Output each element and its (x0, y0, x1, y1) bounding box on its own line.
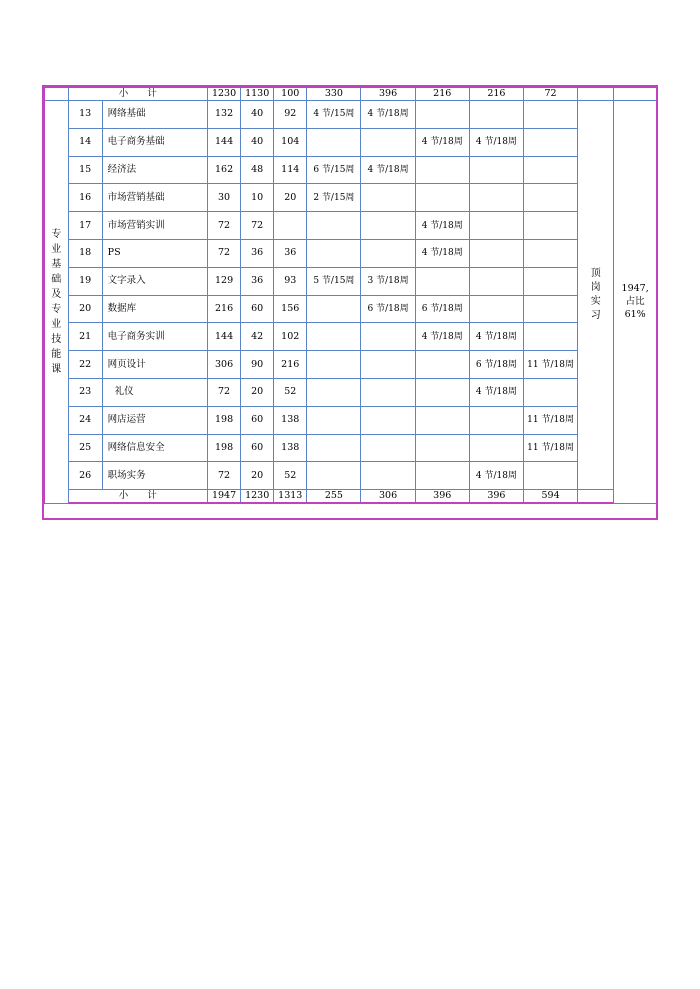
course-theory-hours: 48 (241, 156, 274, 184)
course-theory-hours: 36 (241, 267, 274, 295)
semester-s4: 4 节/18周 (469, 323, 523, 351)
subtotal-s5: 72 (523, 87, 577, 101)
category-text: 专 业 基 础 及 专 业 技 能 课 (51, 228, 62, 375)
subtotal-s4: 396 (469, 490, 523, 504)
semester-s3: 6 节/18周 (415, 295, 469, 323)
semester-s3: 4 节/18周 (415, 323, 469, 351)
category-label (44, 101, 68, 504)
course-name: PS (102, 239, 207, 267)
semester-s1 (307, 462, 361, 490)
semester-s5 (523, 239, 577, 267)
semester-s1 (307, 128, 361, 156)
subtotal-total: 1947 (208, 490, 241, 504)
curriculum-table (43, 86, 658, 504)
semester-s1: 5 节/15周 (307, 267, 361, 295)
semester-s4 (469, 267, 523, 295)
course-no: 18 (68, 239, 102, 267)
semester-s2 (361, 462, 415, 490)
semester-s1: 4 节/15周 (307, 101, 361, 129)
course-no: 14 (68, 128, 102, 156)
semester-s4 (469, 406, 523, 434)
semester-s5 (523, 295, 577, 323)
table-row (44, 351, 657, 379)
semester-s2 (361, 239, 415, 267)
subtotal-s1: 330 (307, 87, 361, 101)
semester-s5 (523, 184, 577, 212)
course-theory-hours: 42 (241, 323, 274, 351)
course-name: 网页设计 (102, 351, 207, 379)
subtotal-s2: 396 (361, 87, 415, 101)
course-name: 网店运营 (102, 406, 207, 434)
semester-s3 (415, 378, 469, 406)
semester-s2 (361, 212, 415, 240)
semester-s1: 2 节/15周 (307, 184, 361, 212)
course-name: 网络信息安全 (102, 434, 207, 462)
semester-s5 (523, 267, 577, 295)
semester-s3: 4 节/18周 (415, 239, 469, 267)
course-name: 数据库 (102, 295, 207, 323)
course-practice-hours: 104 (274, 128, 307, 156)
semester-s4 (469, 434, 523, 462)
semester-s3 (415, 184, 469, 212)
course-total-hours: 198 (208, 406, 241, 434)
semester-s4 (469, 212, 523, 240)
semester-s5: 11 节/18周 (523, 434, 577, 462)
semester-s1 (307, 239, 361, 267)
subtotal-s3: 396 (415, 490, 469, 504)
table-row (44, 156, 657, 184)
semester-s4: 4 节/18周 (469, 462, 523, 490)
course-name: 礼仪 (102, 378, 207, 406)
table-row (44, 212, 657, 240)
course-theory-hours: 20 (241, 378, 274, 406)
course-no: 15 (68, 156, 102, 184)
semester-s2 (361, 351, 415, 379)
course-name: 经济法 (102, 156, 207, 184)
semester-s2 (361, 128, 415, 156)
course-practice-hours: 52 (274, 378, 307, 406)
subtotal-blank (578, 87, 614, 101)
semester-s2: 4 节/18周 (361, 156, 415, 184)
course-theory-hours: 20 (241, 462, 274, 490)
semester-s5: 11 节/18周 (523, 406, 577, 434)
semester-s2: 3 节/18周 (361, 267, 415, 295)
course-total-hours: 72 (208, 378, 241, 406)
semester-s2 (361, 434, 415, 462)
table-row (44, 295, 657, 323)
semester-s1: 6 节/15周 (307, 156, 361, 184)
table-row (44, 128, 657, 156)
course-practice-hours: 102 (274, 323, 307, 351)
subtotal-s3: 216 (415, 87, 469, 101)
semester-s2 (361, 184, 415, 212)
course-total-hours: 306 (208, 351, 241, 379)
semester-s2: 6 节/18周 (361, 295, 415, 323)
course-practice-hours: 114 (274, 156, 307, 184)
course-theory-hours: 90 (241, 351, 274, 379)
subtotal-practice: 100 (274, 87, 307, 101)
course-practice-hours (274, 212, 307, 240)
semester-s3 (415, 156, 469, 184)
internship-cell: 顶岗实习 (578, 101, 614, 490)
semester-s1 (307, 323, 361, 351)
semester-s3 (415, 406, 469, 434)
course-total-hours: 198 (208, 434, 241, 462)
semester-s3 (415, 101, 469, 129)
semester-s4 (469, 295, 523, 323)
course-theory-hours: 60 (241, 295, 274, 323)
semester-s2: 4 节/18周 (361, 101, 415, 129)
course-practice-hours: 36 (274, 239, 307, 267)
semester-s5 (523, 128, 577, 156)
course-no: 16 (68, 184, 102, 212)
subtotal-s1: 255 (307, 490, 361, 504)
subtotal-theory: 1230 (241, 490, 274, 504)
subtotal-total: 1230 (208, 87, 241, 101)
semester-s3 (415, 462, 469, 490)
semester-s5 (523, 378, 577, 406)
course-no: 13 (68, 101, 102, 129)
course-no: 19 (68, 267, 102, 295)
course-practice-hours: 156 (274, 295, 307, 323)
table-row (44, 462, 657, 490)
table-row (44, 184, 657, 212)
semester-s5 (523, 101, 577, 129)
course-name: 市场营销实训 (102, 212, 207, 240)
semester-s1 (307, 295, 361, 323)
course-practice-hours: 138 (274, 434, 307, 462)
course-practice-hours: 138 (274, 406, 307, 434)
course-practice-hours: 52 (274, 462, 307, 490)
semester-s1 (307, 406, 361, 434)
semester-s5 (523, 323, 577, 351)
course-no: 25 (68, 434, 102, 462)
semester-s5 (523, 156, 577, 184)
semester-s3 (415, 434, 469, 462)
subtotal-s4: 216 (469, 87, 523, 101)
table-row (44, 434, 657, 462)
semester-s3: 4 节/18周 (415, 128, 469, 156)
subtotal-theory: 1130 (241, 87, 274, 101)
table-row (44, 323, 657, 351)
semester-s4: 4 节/18周 (469, 128, 523, 156)
subtotal-label: 小 计 (68, 87, 207, 101)
course-theory-hours: 72 (241, 212, 274, 240)
course-practice-hours: 92 (274, 101, 307, 129)
subtotal-s5: 594 (523, 490, 577, 504)
subtotal-blank (614, 87, 657, 101)
course-total-hours: 72 (208, 212, 241, 240)
course-no: 21 (68, 323, 102, 351)
course-total-hours: 30 (208, 184, 241, 212)
subtotal-s2: 306 (361, 490, 415, 504)
course-name: 文字录入 (102, 267, 207, 295)
semester-s4 (469, 156, 523, 184)
course-no: 23 (68, 378, 102, 406)
table-row (44, 406, 657, 434)
course-name: 电子商务实训 (102, 323, 207, 351)
semester-s5 (523, 212, 577, 240)
course-total-hours: 129 (208, 267, 241, 295)
table-row (44, 267, 657, 295)
course-practice-hours: 93 (274, 267, 307, 295)
semester-s2 (361, 378, 415, 406)
semester-s3 (415, 267, 469, 295)
semester-s1 (307, 378, 361, 406)
course-total-hours: 72 (208, 462, 241, 490)
semester-s5: 11 节/18周 (523, 351, 577, 379)
course-name: 网络基础 (102, 101, 207, 129)
semester-s4: 6 节/18周 (469, 351, 523, 379)
semester-s1 (307, 212, 361, 240)
subtotal-label: 小 计 (68, 490, 207, 504)
semester-s3 (415, 351, 469, 379)
table-row (44, 378, 657, 406)
ratio-cell: 1947,占比61% (614, 101, 657, 504)
course-practice-hours: 20 (274, 184, 307, 212)
course-total-hours: 144 (208, 323, 241, 351)
course-total-hours: 216 (208, 295, 241, 323)
semester-s4 (469, 101, 523, 129)
course-theory-hours: 60 (241, 434, 274, 462)
course-name: 市场营销基础 (102, 184, 207, 212)
course-no: 22 (68, 351, 102, 379)
course-theory-hours: 40 (241, 128, 274, 156)
course-theory-hours: 36 (241, 239, 274, 267)
semester-s1 (307, 434, 361, 462)
semester-s2 (361, 323, 415, 351)
course-practice-hours: 216 (274, 351, 307, 379)
course-no: 20 (68, 295, 102, 323)
semester-s4: 4 节/18周 (469, 378, 523, 406)
course-total-hours: 144 (208, 128, 241, 156)
semester-s4 (469, 184, 523, 212)
semester-s4 (469, 239, 523, 267)
course-total-hours: 72 (208, 239, 241, 267)
course-theory-hours: 60 (241, 406, 274, 434)
course-name: 电子商务基础 (102, 128, 207, 156)
table-row (44, 101, 657, 129)
course-total-hours: 132 (208, 101, 241, 129)
course-no: 17 (68, 212, 102, 240)
top-subtotal-row (44, 87, 657, 101)
semester-s3: 4 节/18周 (415, 212, 469, 240)
subtotal-blank (578, 490, 614, 504)
semester-s1 (307, 351, 361, 379)
course-no: 26 (68, 462, 102, 490)
table-row (44, 239, 657, 267)
course-total-hours: 162 (208, 156, 241, 184)
course-theory-hours: 10 (241, 184, 274, 212)
course-name: 职场实务 (102, 462, 207, 490)
semester-s2 (361, 406, 415, 434)
semester-s5 (523, 462, 577, 490)
blank-cell (44, 87, 68, 101)
subtotal-practice: 1313 (274, 490, 307, 504)
course-theory-hours: 40 (241, 101, 274, 129)
bottom-subtotal-row (44, 490, 657, 504)
course-no: 24 (68, 406, 102, 434)
